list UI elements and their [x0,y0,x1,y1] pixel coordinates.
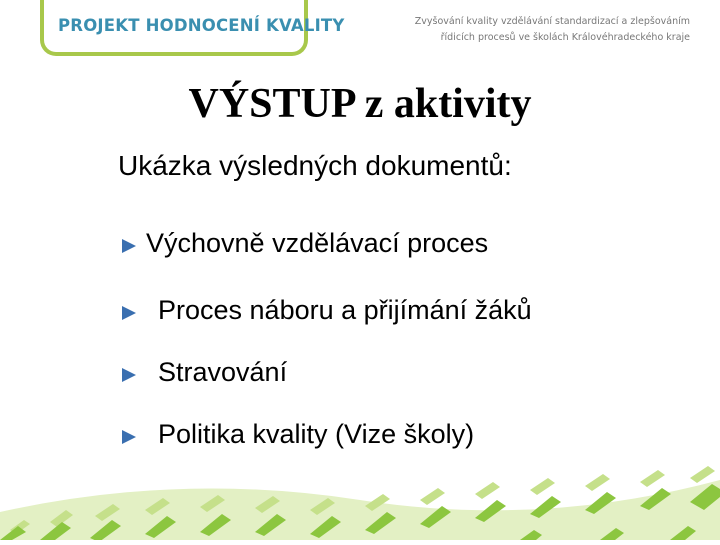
green-wave-pattern-icon [0,452,720,540]
tagline-line-1: Zvyšování kvality vzdělávání standardizací a zlepšováním [414,16,690,27]
logo-text: PROJEKT HODNOCENÍ KVALITY [58,16,345,35]
triangle-bullet-icon [122,368,136,382]
bullet-text: Proces náboru a přijímání žáků [158,295,532,325]
project-tagline [390,14,690,46]
tagline-line-2: řídicích procesů ve školách Královéhradeckého kraje [440,32,690,43]
triangle-bullet-icon [122,430,136,444]
header [0,0,720,62]
bullet-text: Stravování [158,357,288,387]
bullet-text: Politika kvality (Vize školy) [158,419,475,449]
slide-subtitle: Ukázka výsledných dokumentů: [118,150,512,181]
triangle-bullet-icon [122,306,136,320]
bullet-text: Výchovně vzdělávací proces [146,228,489,258]
triangle-bullet-icon [122,239,136,253]
project-logo [40,0,345,56]
footer-decoration [0,452,720,540]
slide-title: VÝSTUP z aktivity [188,81,532,127]
